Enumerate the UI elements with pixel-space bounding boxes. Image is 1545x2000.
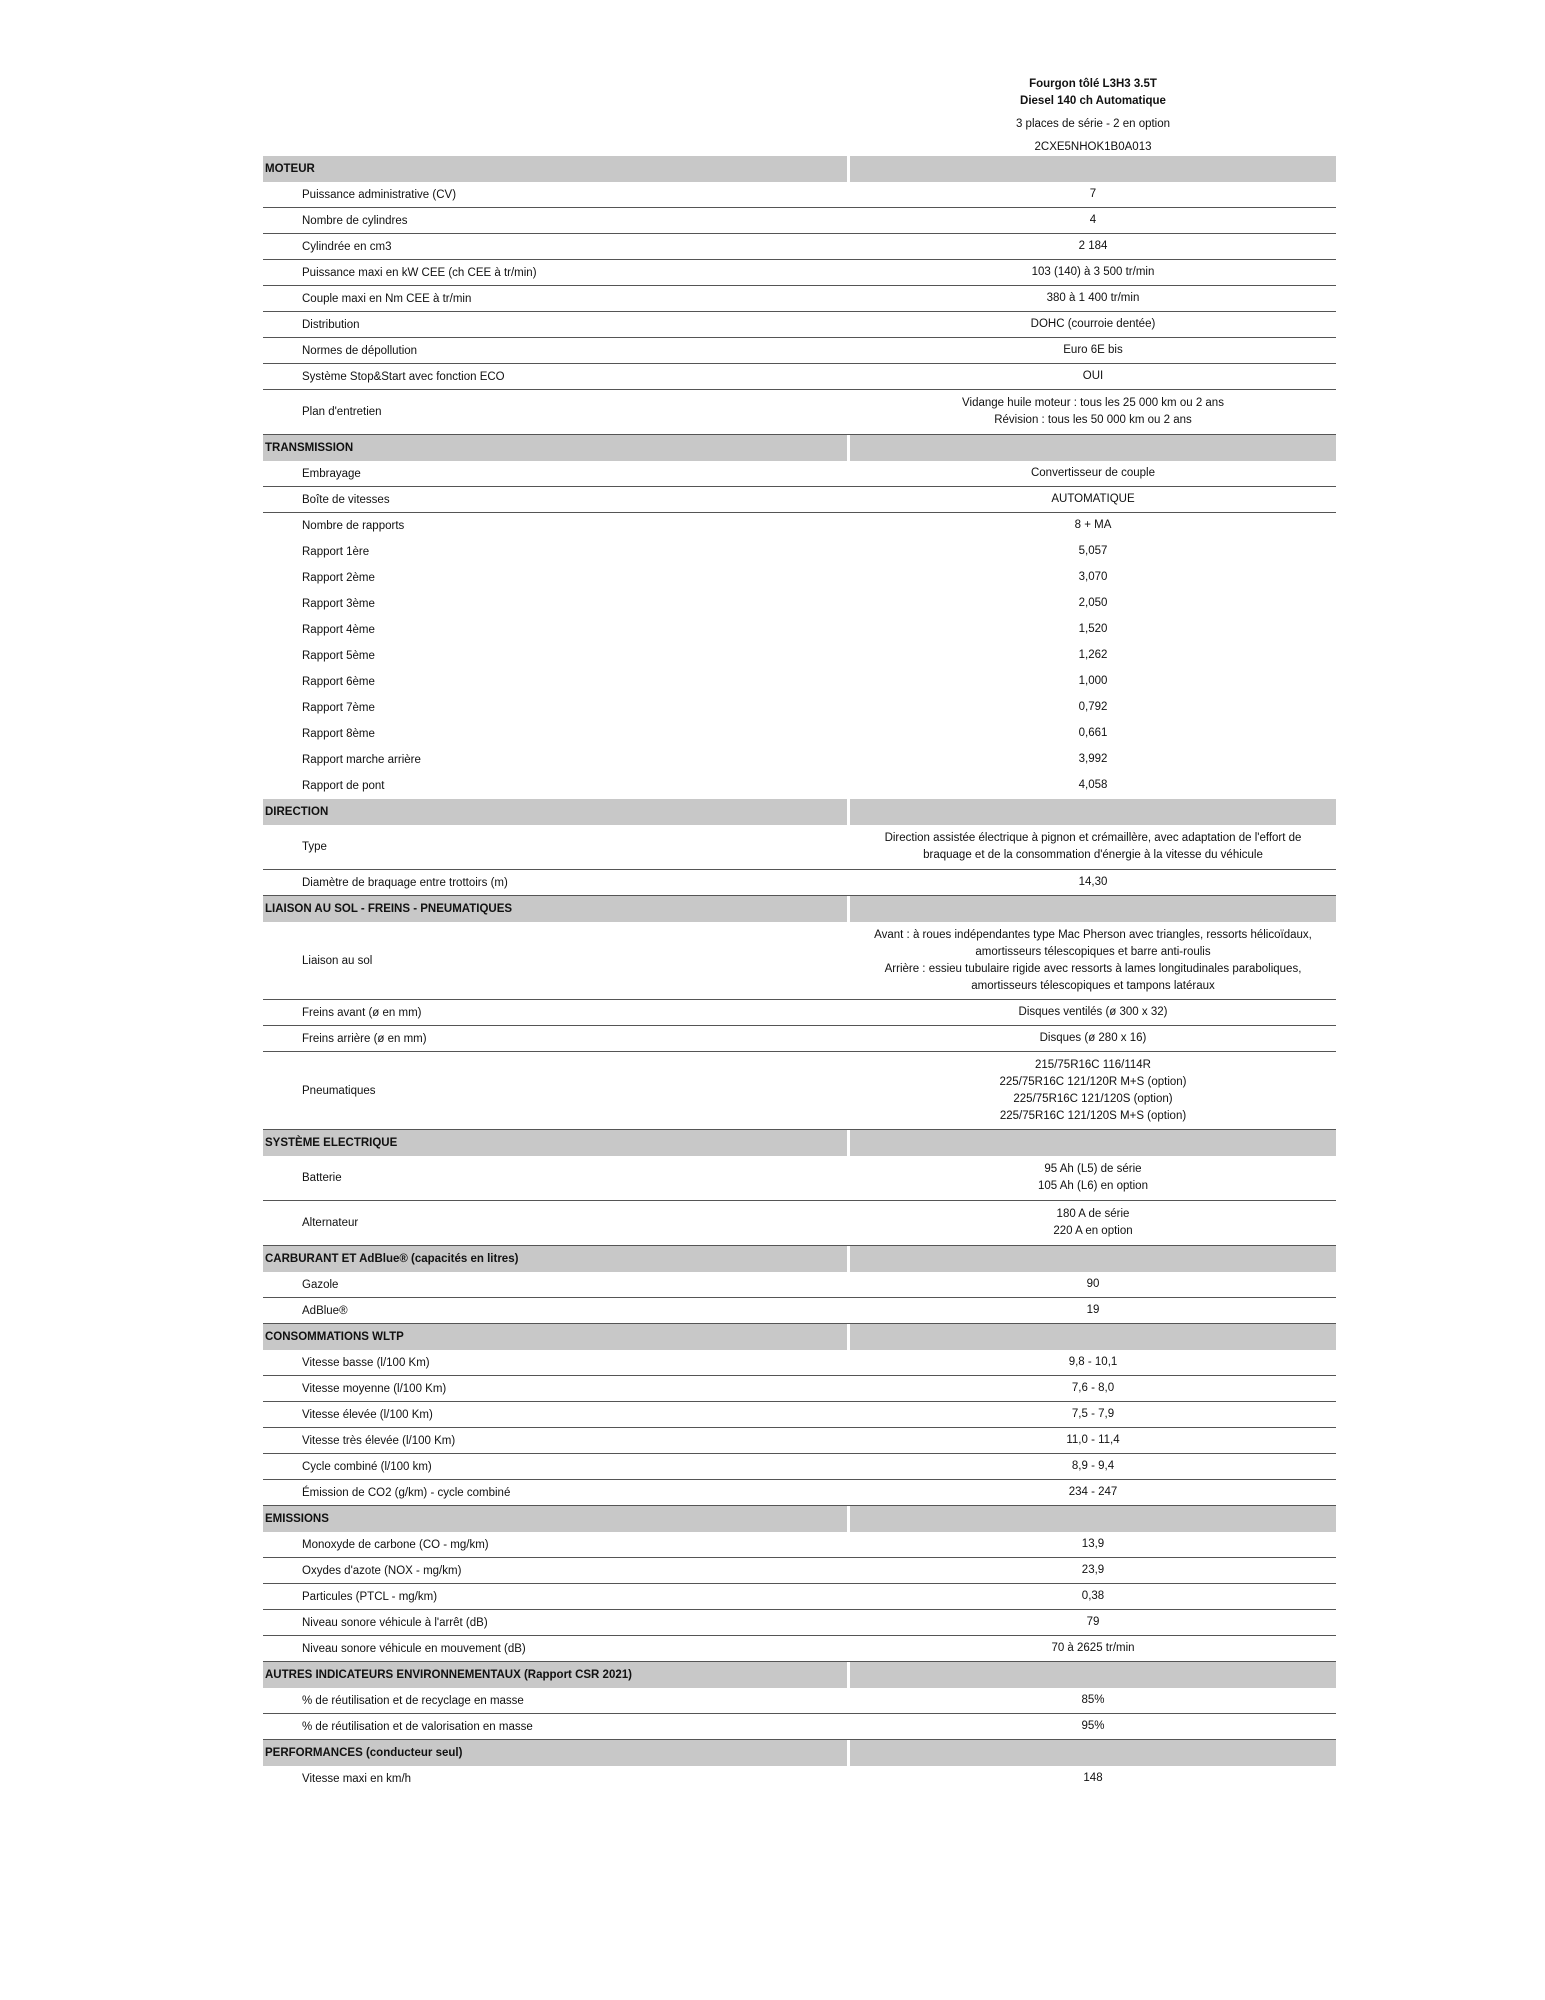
spec-value [850, 1206, 1336, 1240]
spec-row [263, 312, 1336, 338]
spec-value-line: Arrière : essieu tubulaire rigide avec ressorts à lames longitudinales paraboliques, [884, 962, 1302, 975]
spec-label: Nombre de rapports [302, 519, 405, 532]
spec-value-line: 3,070 [1078, 571, 1108, 583]
spec-value-line: 220 A en option [1053, 1225, 1133, 1237]
section-title: EMISSIONS [263, 1506, 847, 1532]
section-header-fill [850, 1324, 1336, 1350]
vehicle-header [850, 76, 1336, 156]
spec-value-line: 4 [1089, 214, 1097, 226]
spec-value [850, 699, 1336, 716]
spec-value-line: 215/75R16C 116/114R [1035, 1058, 1151, 1071]
spec-row [263, 1350, 1336, 1376]
spec-value-line: 225/75R16C 121/120R M+S (option) [999, 1075, 1187, 1088]
spec-label: Freins arrière (ø en mm) [302, 1032, 427, 1045]
spec-value-line: 380 à 1 400 tr/min [1046, 292, 1140, 304]
spec-value [850, 1380, 1336, 1397]
spec-value-line: Euro 6E bis [1063, 344, 1123, 356]
section-header [263, 799, 1336, 825]
spec-value-line: Disques ventilés (ø 300 x 32) [1018, 1006, 1168, 1018]
spec-label: Rapport 8ème [302, 727, 375, 740]
section-header-fill [850, 435, 1336, 461]
vehicle-engine: Diesel 140 ch Automatique [1020, 95, 1166, 107]
spec-label: Freins avant (ø en mm) [302, 1006, 422, 1019]
spec-value-line: 4,058 [1078, 779, 1108, 791]
spec-value [850, 777, 1336, 794]
spec-row [263, 1026, 1336, 1052]
spec-value-line: 5,057 [1078, 545, 1108, 557]
spec-value [850, 1406, 1336, 1423]
spec-label: Cylindrée en cm3 [302, 240, 392, 253]
section-title: TRANSMISSION [263, 435, 847, 461]
spec-value [850, 927, 1336, 995]
spec-label: Monoxyde de carbone (CO - mg/km) [302, 1538, 489, 1551]
spec-value-line: 0,792 [1078, 701, 1108, 713]
spec-row [263, 747, 1336, 773]
spec-label: Normes de dépollution [302, 344, 418, 357]
spec-value [850, 647, 1336, 664]
spec-label: Vitesse élevée (l/100 Km) [302, 1408, 433, 1421]
spec-value-line: 14,30 [1078, 876, 1108, 888]
spec-row [263, 922, 1336, 1000]
spec-row [263, 461, 1336, 487]
spec-value-line: Convertisseur de couple [1030, 467, 1155, 479]
spec-value [850, 368, 1336, 385]
vehicle-code: 2CXE5NHOK1B0A013 [1034, 141, 1152, 153]
spec-row [263, 487, 1336, 513]
spec-value-line: AUTOMATIQUE [1051, 493, 1135, 505]
spec-row [263, 1454, 1336, 1480]
section-header [263, 1662, 1336, 1688]
spec-value [850, 830, 1336, 864]
spec-row [263, 364, 1336, 390]
spec-value [850, 1354, 1336, 1371]
spec-value [850, 1536, 1336, 1553]
spec-value [850, 543, 1336, 560]
spec-label: Niveau sonore véhicule à l'arrêt (dB) [302, 1616, 488, 1629]
spec-value [850, 212, 1336, 229]
spec-value-line: 95% [1081, 1720, 1105, 1732]
spec-row [263, 825, 1336, 870]
section-header [263, 435, 1336, 461]
spec-row [263, 513, 1336, 539]
spec-row [263, 1402, 1336, 1428]
spec-value-line: 70 à 2625 tr/min [1051, 1642, 1135, 1654]
spec-value-line: 225/75R16C 121/120S (option) [1013, 1092, 1173, 1105]
section-title: SYSTÈME ELECTRIQUE [263, 1130, 847, 1156]
section-title: PERFORMANCES (conducteur seul) [263, 1740, 847, 1766]
spec-label: Vitesse moyenne (l/100 Km) [302, 1382, 447, 1395]
spec-label: % de réutilisation et de recyclage en masse [302, 1694, 524, 1707]
spec-value [850, 673, 1336, 690]
section-title: MOTEUR [263, 156, 847, 182]
spec-value [850, 751, 1336, 768]
spec-value [850, 465, 1336, 482]
section-header [263, 1324, 1336, 1350]
spec-row [263, 1000, 1336, 1026]
spec-value-line: 3,992 [1078, 753, 1108, 765]
spec-row [263, 260, 1336, 286]
spec-value-line: 148 [1083, 1772, 1103, 1784]
spec-row [263, 286, 1336, 312]
spec-value [850, 1640, 1336, 1657]
spec-value [850, 1692, 1336, 1709]
spec-value [850, 595, 1336, 612]
section-header [263, 1740, 1336, 1766]
spec-value [850, 1484, 1336, 1501]
spec-row [263, 182, 1336, 208]
spec-value [850, 342, 1336, 359]
spec-row [263, 617, 1336, 643]
spec-value-line: 0,38 [1081, 1590, 1105, 1602]
spec-value [850, 1161, 1336, 1195]
section-header [263, 1130, 1336, 1156]
spec-value-line: Direction assistée électrique à pignon et crémaillère, avec adaptation de l'effort de [884, 832, 1302, 844]
spec-label: Puissance maxi en kW CEE (ch CEE à tr/min) [302, 266, 537, 279]
spec-value-line: 2 184 [1078, 240, 1108, 252]
spec-value [850, 1562, 1336, 1579]
spec-value [850, 290, 1336, 307]
spec-value [850, 395, 1336, 429]
spec-row [263, 1766, 1336, 1792]
spec-value [850, 621, 1336, 638]
section-header-fill [850, 799, 1336, 825]
spec-value-line: 8,9 - 9,4 [1071, 1460, 1115, 1472]
spec-row [263, 1584, 1336, 1610]
spec-value-line: 7 [1089, 188, 1097, 200]
spec-row [263, 1610, 1336, 1636]
section-title: CARBURANT ET AdBlue® (capacités en litres) [263, 1246, 847, 1272]
spec-label: Rapport 5ème [302, 649, 375, 662]
spec-label: Rapport 3ème [302, 597, 375, 610]
spec-value [850, 1588, 1336, 1605]
spec-label: Embrayage [302, 467, 361, 480]
spec-value [850, 1614, 1336, 1631]
spec-label: Puissance administrative (CV) [302, 188, 457, 201]
spec-value-line: braquage et de la consommation d'énergie à la vitesse du véhicule [923, 849, 1263, 861]
spec-value [850, 517, 1336, 534]
spec-row [263, 539, 1336, 565]
section-header [263, 1246, 1336, 1272]
spec-value-line: 95 Ah (L5) de série [1044, 1163, 1142, 1175]
spec-label: Vitesse basse (l/100 Km) [302, 1356, 430, 1369]
spec-value [850, 1432, 1336, 1449]
spec-value-line: OUI [1082, 370, 1104, 382]
spec-row [263, 390, 1336, 435]
spec-value-line: 79 [1086, 1616, 1100, 1628]
spec-value-line: 85% [1081, 1694, 1105, 1706]
spec-value-line: 180 A de série [1056, 1208, 1130, 1220]
spec-label: Niveau sonore véhicule en mouvement (dB) [302, 1642, 526, 1655]
section-header-fill [850, 1506, 1336, 1532]
spec-value-line: 1,262 [1078, 649, 1108, 661]
spec-value-line: 1,520 [1078, 623, 1108, 635]
spec-value-line: 23,9 [1081, 1564, 1105, 1576]
spec-value-line: 1,000 [1078, 675, 1108, 687]
spec-label: Rapport 7ème [302, 701, 375, 714]
spec-label: Vitesse maxi en km/h [302, 1772, 412, 1785]
spec-row [263, 870, 1336, 896]
spec-row [263, 669, 1336, 695]
spec-value [850, 1004, 1336, 1021]
spec-value [850, 238, 1336, 255]
spec-row [263, 1298, 1336, 1324]
spec-row [263, 773, 1336, 799]
spec-row [263, 338, 1336, 364]
section-header-fill [850, 1740, 1336, 1766]
spec-value [850, 725, 1336, 742]
section-header-fill [850, 1246, 1336, 1272]
spec-row [263, 1532, 1336, 1558]
spec-label: Rapport 4ème [302, 623, 375, 636]
spec-row [263, 1480, 1336, 1506]
spec-row [263, 591, 1336, 617]
spec-label: Rapport 1ère [302, 545, 370, 558]
spec-label: Type [302, 841, 327, 853]
spec-value-line: Avant : à roues indépendantes type Mac Pherson avec triangles, ressorts hélicoïdaux, [874, 928, 1312, 941]
spec-value-line: Disques (ø 280 x 16) [1039, 1032, 1147, 1044]
spec-value [850, 1302, 1336, 1319]
spec-label: Rapport 6ème [302, 675, 375, 688]
vehicle-model: Fourgon tôlé L3H3 3.5T [1029, 78, 1157, 90]
spec-value-line: 225/75R16C 121/120S M+S (option) [999, 1109, 1187, 1122]
spec-label: Couple maxi en Nm CEE à tr/min [302, 292, 472, 305]
spec-label: Oxydes d'azote (NOX - mg/km) [302, 1564, 462, 1577]
spec-row [263, 721, 1336, 747]
spec-label: Nombre de cylindres [302, 214, 408, 227]
spec-value-line: 90 [1086, 1278, 1100, 1290]
spec-value-line: Vidange huile moteur : tous les 25 000 km ou 2 ans [962, 397, 1224, 409]
spec-value-line: DOHC (courroie dentée) [1030, 318, 1156, 330]
spec-row [263, 1156, 1336, 1201]
spec-label: Cycle combiné (l/100 km) [302, 1460, 432, 1473]
spec-value [850, 569, 1336, 586]
spec-value [850, 264, 1336, 281]
spec-label: Liaison au sol [302, 954, 373, 967]
spec-label: AdBlue® [302, 1304, 348, 1317]
spec-row [263, 1636, 1336, 1662]
section-title: LIAISON AU SOL - FREINS - PNEUMATIQUES [263, 896, 847, 922]
spec-label: Pneumatiques [302, 1084, 376, 1097]
spec-label: Rapport 2ème [302, 571, 375, 584]
spec-value-line: amortisseurs télescopiques et tampons latéraux [971, 979, 1215, 992]
spec-value [850, 186, 1336, 203]
spec-row [263, 643, 1336, 669]
spec-row [263, 208, 1336, 234]
spec-row [263, 1714, 1336, 1740]
section-title: CONSOMMATIONS WLTP [263, 1324, 847, 1350]
spec-row [263, 565, 1336, 591]
spec-row [263, 234, 1336, 260]
spec-label: Rapport de pont [302, 779, 385, 792]
spec-label: Boîte de vitesses [302, 493, 390, 506]
spec-label: % de réutilisation et de valorisation en masse [302, 1720, 533, 1733]
spec-row [263, 1688, 1336, 1714]
spec-value-line: Révision : tous les 50 000 km ou 2 ans [994, 414, 1192, 426]
spec-value [850, 1057, 1336, 1125]
spec-value-line: 19 [1086, 1304, 1100, 1316]
spec-row [263, 1558, 1336, 1584]
spec-row [263, 1428, 1336, 1454]
spec-value [850, 1718, 1336, 1735]
spec-value [850, 1276, 1336, 1293]
spec-value-line: 234 - 247 [1068, 1486, 1118, 1498]
spec-value [850, 316, 1336, 333]
spec-label: Système Stop&Start avec fonction ECO [302, 370, 505, 383]
spec-row [263, 1272, 1336, 1298]
spec-row [263, 1201, 1336, 1246]
spec-value-line: 8 + MA [1074, 519, 1112, 531]
section-header-fill [850, 156, 1336, 182]
spec-label: Batterie [302, 1172, 342, 1184]
spec-row [263, 1052, 1336, 1130]
spec-label: Plan d'entretien [302, 406, 382, 418]
spec-value-line: 11,0 - 11,4 [1066, 1434, 1120, 1446]
section-header [263, 1506, 1336, 1532]
spec-label: Distribution [302, 318, 360, 331]
spec-value [850, 1770, 1336, 1787]
spec-value-line: 0,661 [1078, 727, 1108, 739]
spec-sheet [263, 76, 1336, 1792]
section-title: DIRECTION [263, 799, 847, 825]
section-header-fill [850, 896, 1336, 922]
spec-value-line: 7,5 - 7,9 [1071, 1408, 1115, 1420]
section-header [263, 156, 1336, 182]
spec-table [263, 156, 1336, 1792]
spec-label: Rapport marche arrière [302, 753, 421, 766]
spec-value [850, 874, 1336, 891]
section-header-fill [850, 1130, 1336, 1156]
spec-label: Gazole [302, 1278, 339, 1291]
spec-label: Vitesse très élevée (l/100 Km) [302, 1434, 456, 1447]
section-title: AUTRES INDICATEURS ENVIRONNEMENTAUX (Rapport CSR 2021) [263, 1662, 847, 1688]
spec-label: Émission de CO2 (g/km) - cycle combiné [302, 1486, 511, 1499]
spec-label: Diamètre de braquage entre trottoirs (m) [302, 876, 508, 889]
spec-label: Particules (PTCL - mg/km) [302, 1590, 438, 1603]
spec-value-line: 7,6 - 8,0 [1071, 1382, 1115, 1394]
spec-value-line: 13,9 [1081, 1538, 1105, 1550]
spec-value [850, 491, 1336, 508]
spec-label: Alternateur [302, 1217, 359, 1229]
spec-value-line: 2,050 [1078, 597, 1108, 609]
spec-row [263, 1376, 1336, 1402]
vehicle-seats: 3 places de série - 2 en option [1015, 118, 1171, 130]
spec-value-line: 105 Ah (L6) en option [1038, 1180, 1148, 1192]
spec-value-line: 9,8 - 10,1 [1068, 1356, 1118, 1368]
section-header [263, 896, 1336, 922]
spec-value-line: amortisseurs télescopiques et barre anti-roulis [975, 945, 1211, 958]
spec-value [850, 1458, 1336, 1475]
spec-row [263, 695, 1336, 721]
spec-value-line: 103 (140) à 3 500 tr/min [1031, 266, 1155, 278]
section-header-fill [850, 1662, 1336, 1688]
spec-value [850, 1030, 1336, 1047]
